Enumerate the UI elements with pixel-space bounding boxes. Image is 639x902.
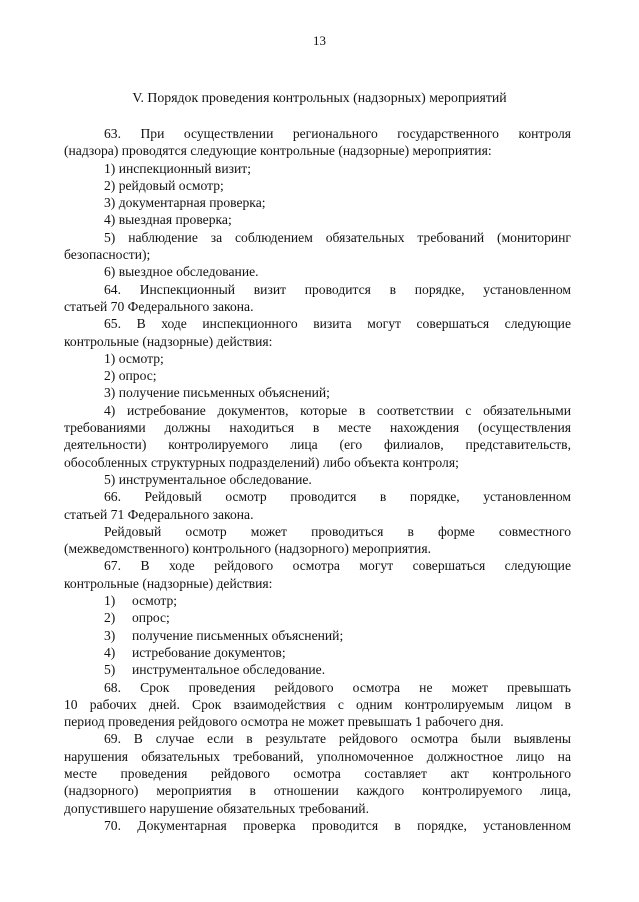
text-line: нарушения обязательных требований, уполномоченное должностное лицо на [64,748,571,764]
text-line: 10 рабочих дней. Срок взаимодействия с одним контролируемым лицом в [64,696,571,712]
section-heading: V. Порядок проведения контрольных (надзорных) мероприятий [132,90,507,105]
list-item-text: осмотр; [132,593,178,609]
text-line: (надзорного) мероприятия в отношении каждого контролируемого лица, [64,783,571,799]
text-line: 67. В ходе рейдового осмотра могут совершаться следующие [104,558,571,574]
text-line: 3) получение письменных объяснений; [104,385,330,401]
text-line: 64. Инспекционный визит проводится в порядке, установленном [104,281,571,297]
list-number: 2) [104,610,116,626]
text-line: обособленных структурных подразделений) либо объекта контроля; [64,454,459,470]
text-line: 70. Документарная проверка проводится в порядке, установленном [104,817,571,833]
text-line: 2) рейдовый осмотр; [104,177,224,193]
text-line: 69. В случае если в результате рейдового осмотра были выявлены [104,731,571,747]
text-line [64,644,571,661]
text-line: 3) документарная проверка; [104,195,266,211]
text-line [64,661,571,678]
list-item-text: опрос; [132,610,170,626]
text-line: (надзора) проводятся следующие контрольные (надзорные) мероприятия: [64,143,492,159]
list-item-text: получение письменных объяснений; [132,627,344,643]
text-line: 63. При осуществлении регионального государственного контроля [104,126,571,141]
text-line: период проведения рейдового осмотра не может превышать 1 рабочего дня. [64,714,504,730]
text-line [64,609,571,626]
list-number: 3) [104,627,116,643]
text-line: контрольные (надзорные) действия: [64,333,273,349]
text-line: 1) инспекционный визит; [104,160,251,176]
list-number: 1) [104,593,116,609]
text-line [64,592,571,609]
text-line: 4) истребование документов, которые в соответствии с обязательными [104,402,571,418]
list-item-text: истребование документов; [132,644,286,660]
text-line [64,627,571,644]
text-line: (межведомственного) контрольного (надзорного) мероприятия. [64,541,431,557]
text-line: требованиями должны находиться в месте нахождения (осуществления [64,420,571,436]
list-item-text: инструментальное обследование. [132,662,326,678]
text-line: 66. Рейдовый осмотр проводится в порядке, установленном [104,489,571,505]
text-line: статьей 70 Федерального закона. [64,298,254,314]
text-line: 1) осмотр; [104,350,164,366]
text-line: 5) инструментальное обследование. [104,471,312,487]
text-line: месте проведения рейдового осмотра составляет акт контрольного [64,765,571,781]
text-line: 4) выездная проверка; [104,212,232,228]
text-line: 68. Срок проведения рейдового осмотра не может превышать [104,679,571,695]
text-line: 65. В ходе инспекционного визита могут совершаться следующие [104,316,571,332]
text-line: 2) опрос; [104,368,157,384]
text-line: Рейдовый осмотр может проводиться в форме совместного [104,523,571,539]
text-line: контрольные (надзорные) действия: [64,575,273,591]
page-number: 13 [313,33,326,48]
text-line: безопасности); [64,247,151,263]
text-line: деятельности) контролируемого лица (его филиалов, представительств, [64,437,571,453]
text-line: 6) выездное обследование. [104,264,259,280]
text-line: допустившего нарушение обязательных требований. [64,800,369,816]
document-body [64,125,571,834]
text-line: 5) наблюдение за соблюдением обязательных требований (мониторинг [104,229,571,245]
list-number: 5) [104,662,116,678]
list-number: 4) [104,644,116,660]
text-line: статьей 71 Федерального закона. [64,506,254,522]
